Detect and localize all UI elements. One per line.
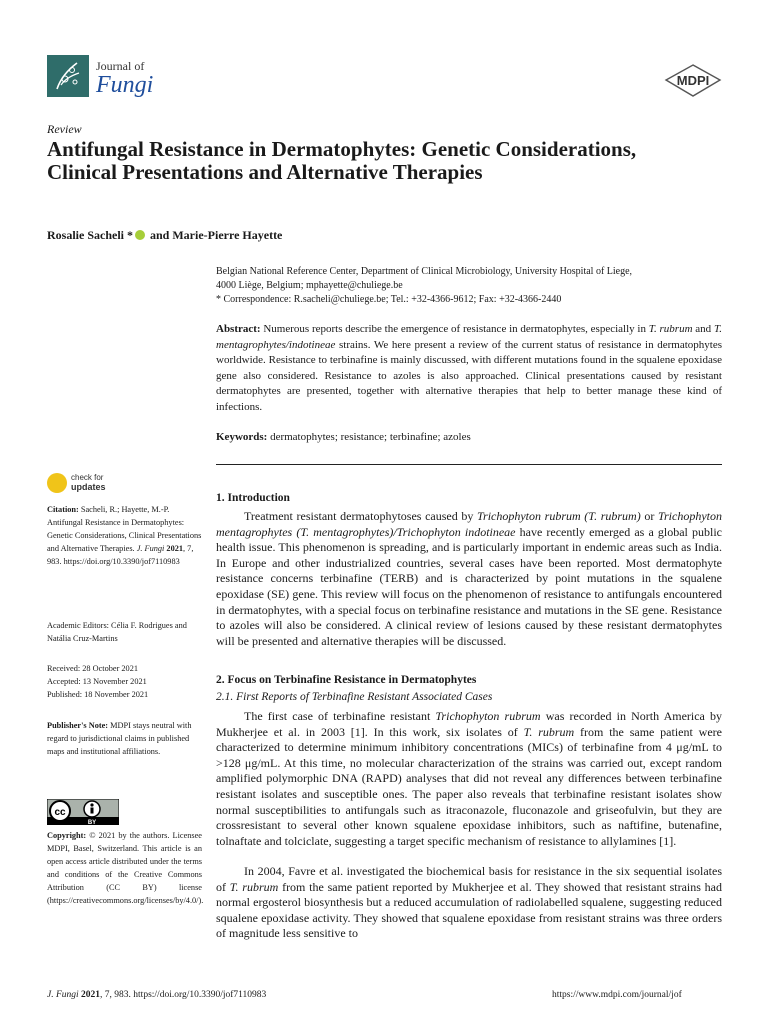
body-paragraph xyxy=(216,709,722,849)
paragraph-text: In 2004, Favre et al. investigated the biochemical basis for resistance in the six sequential isolates of xyxy=(216,864,722,894)
section-heading-terbinafine: 2. Focus on Terbinafine Resistance in Dermatophytes xyxy=(216,674,477,686)
subsection-heading: 2.1. First Reports of Terbinafine Resistant Associated Cases xyxy=(216,691,493,703)
check-updates-icon xyxy=(47,473,67,493)
journal-name xyxy=(96,60,153,97)
paragraph-text: from the same patient reported by Mukherjee et al. They showed that resistant strains had normal ergosterol biosynthesis but a reduced accumulation of radiolabelled squalene, suggesting reduced squalene epoxidase activity. They showed that squalene epoxidase from resistant strains was three orders of magnitude less sensitive to xyxy=(216,879,722,941)
divider xyxy=(216,464,722,465)
keywords-label: Keywords: xyxy=(216,431,268,443)
paragraph-text: The first case of terbinafine resistant xyxy=(244,709,436,723)
footer-year: 2021 xyxy=(78,990,101,1000)
paragraph-text: or xyxy=(640,509,658,523)
article-type: Review xyxy=(47,122,82,136)
copyright-text: © 2021 by the authors. Licensee MDPI, Basel, Switzerland. This article is an open access article distributed under the terms and conditions of the Creative Commons Attribution (CC BY) license (https://creativecommons.org/licenses/by/4.0/). xyxy=(47,831,204,905)
citation-block xyxy=(47,503,202,568)
copyright-label: Copyright: xyxy=(47,831,87,840)
author-name: Rosalie Sacheli * xyxy=(47,228,133,242)
abstract-text: strains. We here present a review of the current status of resistance in dermatophytes worldwide. Resistance to terbinafine is mainly discussed, with different mutations found in the squalene epoxidase gene also considered. Resistance to azoles is also approached. Clinical presentations caused by resistant dermatophytes are presented, together with alternative therapies that help to better manage these kind of infections. xyxy=(216,338,722,413)
publisher-label: MDPI xyxy=(676,73,710,88)
citation-doi-link[interactable]: , 7, 983. https://doi.org/10.3390/jof7110983 xyxy=(47,544,194,566)
section-heading-introduction: 1. Introduction xyxy=(216,492,290,504)
abstract-species: T. rubrum xyxy=(648,323,693,335)
footer-citation xyxy=(47,990,266,1000)
correspondence-line: * Correspondence: R.sacheli@chuliege.be; Tel.: +32-4366-9612; Fax: +32-4366-2440 xyxy=(216,294,562,305)
citation-year: 2021 xyxy=(164,544,184,553)
paragraph-text: from the same patient were characterized to determine minimum inhibitory concentrations (MICs) of terbinafine from 4 μg/mL to >128 μg/mL. At this time, no molecular characterization of the strains was carried out, except random amplified polymorphic DNA (RAPD) analyses that did not reveal any differences between terbinafine resistant isolates and susceptible ones. The paper also reveals that terbinafine resistant isolates show normal susceptibilities to antifungals such as itraconazole, fluconazole and griseofulvin, but they are crossresistant to several other known squalene epoxidase inhibitors, such as naftifine, butenafine, tolnaftate and tolciclate, suggesting a target specific mechanism of resistance to allylamines [1]. xyxy=(216,724,722,848)
svg-text:cc: cc xyxy=(54,807,66,818)
abstract-species: T. mentagrophytes/indotineae xyxy=(216,323,722,351)
footer-journal-link[interactable]: https://www.mdpi.com/journal/jof xyxy=(552,990,682,1000)
abstract-text: Numerous reports describe the emergence of resistance in dermatophytes, especially in xyxy=(260,323,649,335)
species-name: Trichophyton rubrum xyxy=(435,709,541,723)
paragraph-text: have recently emerged as a global public health issue. This phenomenon is spreading, and is particularly important in endemic areas such as India. In Europe and other industrialized countries, several cases have been reported. Most dermatophyte resistance concerns terbinafine (TERB) and is characterized by point mutations in the squalene epoxidase (SE) gene. This review will focus on the phenomenon of resistance to antifungals encountered in dermatophytes, with a special focus on terbinafine resistance and mutations in the SE gene. Resistance to azoles will also be considered. A clinical review of lesions caused by these resistant dermatophytes will be presented and alternative therapies will be discussed. xyxy=(216,524,722,648)
check-updates-label: check for xyxy=(71,473,104,482)
cc-by-label: BY xyxy=(87,820,97,825)
journal-of-label: Journal of xyxy=(96,59,145,73)
affiliation-line: Belgian National Reference Center, Department of Clinical Microbiology, University Hospital of Liege, xyxy=(216,266,633,277)
pubnote-text: MDPI stays neutral with regard to jurisdictional claims in published maps and institutional affiliations. xyxy=(47,721,192,756)
species-name: T. rubrum xyxy=(523,724,575,739)
article-title: Antifungal Resistance in Dermatophytes: Genetic Considerations, Clinical Presentations and Alternative Therapies xyxy=(47,137,637,184)
dates-block xyxy=(47,662,202,701)
affiliation-line: 4000 Liège, Belgium; mphayette@chuliege.be xyxy=(216,280,403,291)
published-date: Published: 18 November 2021 xyxy=(47,690,149,699)
species-name: Trichophyton rubrum (T. rubrum) xyxy=(477,509,641,523)
check-updates-label: updates xyxy=(71,482,106,492)
copyright-block xyxy=(47,829,202,907)
mdpi-logo-icon xyxy=(664,64,722,98)
cc-by-license-icon[interactable] xyxy=(47,799,119,825)
author-name: and Marie-Pierre Hayette xyxy=(147,228,283,242)
abstract-text: and xyxy=(692,323,714,335)
citation-text: Sacheli, R.; Hayette, M.-P. Antifungal Resistance in Dermatophytes: Genetic Considerations, Clinical Presentations and Alternative Therapies. xyxy=(47,505,202,553)
received-date: Received: 28 October 2021 xyxy=(47,664,139,673)
journal-title: Fungi xyxy=(96,72,154,98)
body-paragraph xyxy=(216,509,722,649)
journal-logo-icon xyxy=(47,55,89,97)
accepted-date: Accepted: 13 November 2021 xyxy=(47,677,147,686)
citation-label: Citation: xyxy=(47,505,79,514)
footer-doi-link[interactable]: , 7, 983. https://doi.org/10.3390/jof7110983 xyxy=(100,990,267,1000)
pubnote-label: Publisher's Note: xyxy=(47,721,109,730)
keywords-text: dermatophytes; resistance; terbinafine; azoles xyxy=(267,431,471,443)
affiliation-block xyxy=(216,265,726,307)
paragraph-text: was recorded in North America by Mukherjee et al. in 2003 [1]. In this work, six isolates of xyxy=(216,709,723,739)
species-name: T. rubrum xyxy=(229,879,279,894)
body-paragraph xyxy=(216,864,722,942)
citation-journal: J. Fungi xyxy=(136,544,165,553)
publishers-note xyxy=(47,719,202,758)
author-list xyxy=(47,228,282,243)
academic-editors: Academic Editors: Célia F. Rodrigues and Natália Cruz-Martins xyxy=(47,621,187,643)
check-for-updates-button[interactable] xyxy=(47,472,137,496)
abstract-label: Abstract: xyxy=(216,323,261,335)
footer-journal: J. Fungi xyxy=(47,990,79,1000)
orcid-icon[interactable] xyxy=(135,230,145,240)
abstract xyxy=(216,322,722,415)
species-name: Trichophyton mentagrophytes (T. mentagrophytes)/Trichophyton indotineae xyxy=(216,509,722,539)
paragraph-text: Treatment resistant dermatophytoses caused by xyxy=(244,509,478,523)
keywords xyxy=(216,431,471,443)
